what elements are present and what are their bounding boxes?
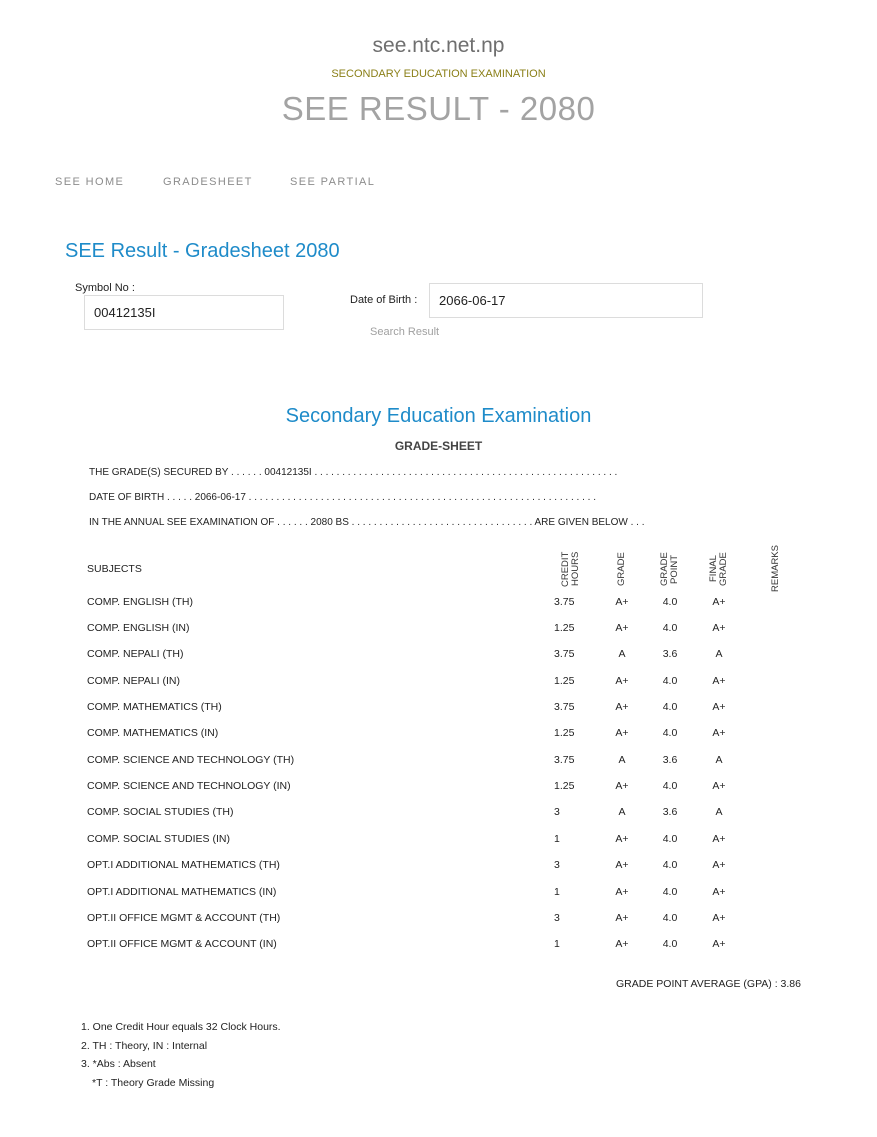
site-title: SEE RESULT - 2080 xyxy=(281,90,596,127)
subject-cell: COMP. SCIENCE AND TECHNOLOGY (TH) xyxy=(87,754,295,766)
grade-cell: A+ xyxy=(615,912,629,924)
credit-cell: 3.75 xyxy=(554,596,575,608)
subject-cell: COMP. NEPALI (TH) xyxy=(87,648,184,660)
nav-see-partial[interactable]: SEE PARTIAL xyxy=(290,176,376,188)
nav-gradesheet[interactable]: GRADESHEET xyxy=(163,176,253,188)
dob-label: Date of Birth : xyxy=(350,294,418,306)
grade-point-cell: 4.0 xyxy=(662,596,678,608)
credit-cell: 3.75 xyxy=(554,648,575,660)
grade-point-cell: 4.0 xyxy=(662,701,678,713)
final-grade-cell: A xyxy=(715,806,723,818)
grade-cell: A+ xyxy=(615,886,629,898)
note-item: 1. One Credit Hour equals 32 Clock Hours. xyxy=(81,1021,281,1033)
grade-point-cell: 4.0 xyxy=(662,938,678,950)
dob-input[interactable] xyxy=(429,283,703,318)
note-item: *T : Theory Grade Missing xyxy=(92,1076,215,1089)
credit-cell: 1.25 xyxy=(554,675,575,687)
grade-cell: A+ xyxy=(615,622,629,634)
site-domain: see.ntc.net.np xyxy=(372,34,505,57)
grade-point-cell: 4.0 xyxy=(662,859,678,871)
final-grade-header: FINAL GRADE xyxy=(708,552,729,586)
grade-cell: A+ xyxy=(615,859,629,871)
subject-cell: COMP. MATHEMATICS (TH) xyxy=(87,701,222,713)
subject-cell: OPT.I ADDITIONAL MATHEMATICS (IN) xyxy=(87,886,277,898)
credit-hours-header: CREDIT HOURS xyxy=(560,551,581,587)
gpa-summary: GRADE POINT AVERAGE (GPA) : 3.86 xyxy=(616,978,801,990)
credit-cell: 1 xyxy=(554,833,560,845)
subjects-header: SUBJECTS xyxy=(87,563,142,575)
gradesheet-subtitle: GRADE-SHEET xyxy=(394,439,483,453)
grades-secured-line: THE GRADE(S) SECURED BY . . . . . . 00412135I . . . . . . . . . . . . . . . . . . . . . . . . . . . . . . . . . . . . . . . . . . . . . . . . . . . . . . . xyxy=(89,467,618,478)
credit-cell: 1 xyxy=(554,938,560,950)
nav-see-home[interactable]: SEE HOME xyxy=(55,176,125,188)
grade-cell: A+ xyxy=(615,675,629,687)
note-item: 3. *Abs : Absent xyxy=(81,1058,156,1070)
credit-cell: 1.25 xyxy=(554,780,575,792)
credit-cell: 3 xyxy=(554,859,560,871)
notes-list xyxy=(81,1018,281,1092)
subject-cell: COMP. SCIENCE AND TECHNOLOGY (IN) xyxy=(87,780,291,792)
symbol-no-input[interactable] xyxy=(84,295,284,330)
page-heading: SEE Result - Gradesheet 2080 xyxy=(65,240,340,262)
grade-cell: A+ xyxy=(615,596,629,608)
search-result-button[interactable]: Search Result xyxy=(370,326,440,338)
gradesheet-title: Secondary Education Examination xyxy=(285,405,592,427)
note-item: 2. TH : Theory, IN : Internal xyxy=(81,1039,208,1052)
subject-cell: COMP. ENGLISH (IN) xyxy=(87,622,190,634)
subject-cell: COMP. SOCIAL STUDIES (TH) xyxy=(87,806,234,818)
subject-cell: OPT.I ADDITIONAL MATHEMATICS (TH) xyxy=(87,859,280,871)
credit-cell: 3.75 xyxy=(554,701,575,713)
grade-point-cell: 4.0 xyxy=(662,727,678,739)
final-grade-cell: A+ xyxy=(712,727,726,739)
final-grade-cell: A+ xyxy=(712,675,726,687)
final-grade-cell: A+ xyxy=(712,912,726,924)
symbol-no-label: Symbol No : xyxy=(75,282,135,294)
grade-header: GRADE xyxy=(616,552,627,586)
dob-line: DATE OF BIRTH . . . . . 2066-06-17 . . . . . . . . . . . . . . . . . . . . . . . . . . . . . . . . . . . . . . . . . . . . . . . . . . . . . . . . . . . . . . . xyxy=(89,492,596,503)
final-grade-cell: A+ xyxy=(712,886,726,898)
grade-point-cell: 4.0 xyxy=(662,912,678,924)
grade-point-cell: 4.0 xyxy=(662,622,678,634)
grade-cell: A xyxy=(618,754,626,766)
subject-cell: OPT.II OFFICE MGMT & ACCOUNT (TH) xyxy=(87,912,281,924)
credit-cell: 3.75 xyxy=(554,754,575,766)
final-grade-cell: A+ xyxy=(712,859,726,871)
final-grade-cell: A+ xyxy=(712,701,726,713)
final-grade-cell: A xyxy=(715,754,723,766)
grade-point-cell: 4.0 xyxy=(662,780,678,792)
grade-point-cell: 4.0 xyxy=(662,833,678,845)
credit-cell: 1.25 xyxy=(554,727,575,739)
final-grade-cell: A+ xyxy=(712,938,726,950)
grade-cell: A+ xyxy=(615,833,629,845)
credit-cell: 1 xyxy=(554,886,560,898)
site-subtitle: SECONDARY EDUCATION EXAMINATION xyxy=(331,68,546,80)
credit-cell: 3 xyxy=(554,912,560,924)
exam-line: IN THE ANNUAL SEE EXAMINATION OF . . . . . . 2080 BS . . . . . . . . . . . . . . . . . . . . . . . . . . . . . . . . . ARE GIVEN BELOW . . . xyxy=(89,517,645,528)
grade-cell: A+ xyxy=(615,780,629,792)
final-grade-cell: A+ xyxy=(712,780,726,792)
final-grade-cell: A+ xyxy=(712,833,726,845)
grade-cell: A xyxy=(618,648,626,660)
remarks-header: REMARKS xyxy=(770,545,781,593)
grade-point-header: GRADE POINT xyxy=(659,552,680,586)
grade-point-cell: 3.6 xyxy=(662,648,678,660)
grade-point-cell: 3.6 xyxy=(662,754,678,766)
grade-point-cell: 4.0 xyxy=(662,675,678,687)
subject-cell: OPT.II OFFICE MGMT & ACCOUNT (IN) xyxy=(87,938,277,950)
grade-cell: A xyxy=(618,806,626,818)
final-grade-cell: A+ xyxy=(712,622,726,634)
credit-cell: 1.25 xyxy=(554,622,575,634)
subject-cell: COMP. NEPALI (IN) xyxy=(87,675,180,687)
final-grade-cell: A+ xyxy=(712,596,726,608)
grade-cell: A+ xyxy=(615,727,629,739)
grade-cell: A+ xyxy=(615,701,629,713)
grade-point-cell: 3.6 xyxy=(662,806,678,818)
grade-cell: A+ xyxy=(615,938,629,950)
grade-point-cell: 4.0 xyxy=(662,886,678,898)
subject-cell: COMP. SOCIAL STUDIES (IN) xyxy=(87,833,230,845)
subject-cell: COMP. MATHEMATICS (IN) xyxy=(87,727,219,739)
subject-cell: COMP. ENGLISH (TH) xyxy=(87,596,193,608)
final-grade-cell: A xyxy=(715,648,723,660)
credit-cell: 3 xyxy=(554,806,560,818)
